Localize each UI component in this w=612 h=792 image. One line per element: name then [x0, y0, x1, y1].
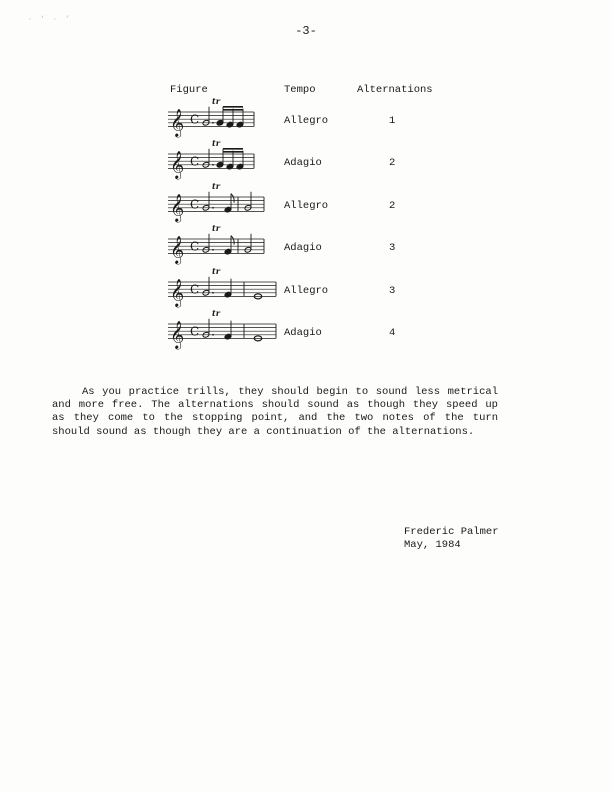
alternations-cell: 4 — [389, 327, 396, 339]
time-signature: C — [190, 282, 200, 297]
body-text: As you practice trills, they should begin to sound less metrical and more free. The alternations should sound as though they speed up as they come to the stopping point, and the two notes of the turn should sound as though they are a continuation of the alternations. — [52, 386, 498, 438]
table-row — [0, 138, 612, 186]
table-row — [0, 266, 612, 314]
music-figure — [168, 96, 288, 144]
trill-mark: tr — [212, 266, 220, 276]
table-row — [0, 181, 612, 229]
music-figure — [168, 308, 288, 356]
trill-mark: tr — [212, 96, 220, 106]
dot — [212, 292, 214, 294]
dot — [212, 164, 214, 166]
table-row — [0, 308, 612, 356]
flag — [231, 236, 234, 245]
treble-clef-icon: 𝄞 — [170, 235, 185, 264]
tempo-cell: Allegro — [284, 200, 329, 212]
page-number: -3- — [295, 24, 317, 38]
corner-mark: · ‘ · ’ — [28, 16, 72, 24]
tempo-cell: Allegro — [284, 285, 329, 297]
trill-mark: tr — [212, 138, 220, 148]
treble-clef-icon: 𝄞 — [170, 150, 185, 179]
alternations-cell: 2 — [389, 157, 396, 169]
flag — [231, 194, 234, 203]
header-alternations: Alternations — [357, 84, 433, 96]
table-row — [0, 223, 612, 271]
header-tempo: Tempo — [284, 84, 316, 96]
alternations-cell: 3 — [389, 242, 396, 254]
tempo-cell: Adagio — [284, 327, 322, 339]
music-figure — [168, 181, 288, 229]
dot — [212, 249, 214, 251]
dot — [212, 122, 214, 124]
table-row — [0, 96, 612, 144]
tempo-cell: Allegro — [284, 115, 329, 127]
signature-date: May, 1984 — [404, 539, 461, 551]
time-signature: C — [190, 324, 200, 339]
alternations-cell: 2 — [389, 200, 396, 212]
treble-clef-icon: 𝄞 — [170, 278, 185, 307]
alternations-cell: 3 — [389, 285, 396, 297]
dot — [212, 334, 214, 336]
music-figure — [168, 223, 288, 271]
trill-mark: tr — [212, 308, 220, 318]
tempo-cell: Adagio — [284, 242, 322, 254]
time-signature: C — [190, 197, 200, 212]
music-figure — [168, 138, 288, 186]
trill-mark: tr — [212, 223, 220, 233]
time-signature: C — [190, 154, 200, 169]
treble-clef-icon: 𝄞 — [170, 320, 185, 349]
tempo-cell: Adagio — [284, 157, 322, 169]
treble-clef-icon: 𝄞 — [170, 108, 185, 137]
body-paragraph — [52, 386, 498, 439]
music-figure — [168, 266, 288, 314]
time-signature: C — [190, 112, 200, 127]
signature-name: Frederic Palmer — [404, 526, 499, 538]
treble-clef-icon: 𝄞 — [170, 193, 185, 222]
alternations-cell: 1 — [389, 115, 396, 127]
time-signature: C — [190, 239, 200, 254]
dot — [212, 207, 214, 209]
trill-mark: tr — [212, 181, 220, 191]
header-figure: Figure — [170, 84, 208, 96]
